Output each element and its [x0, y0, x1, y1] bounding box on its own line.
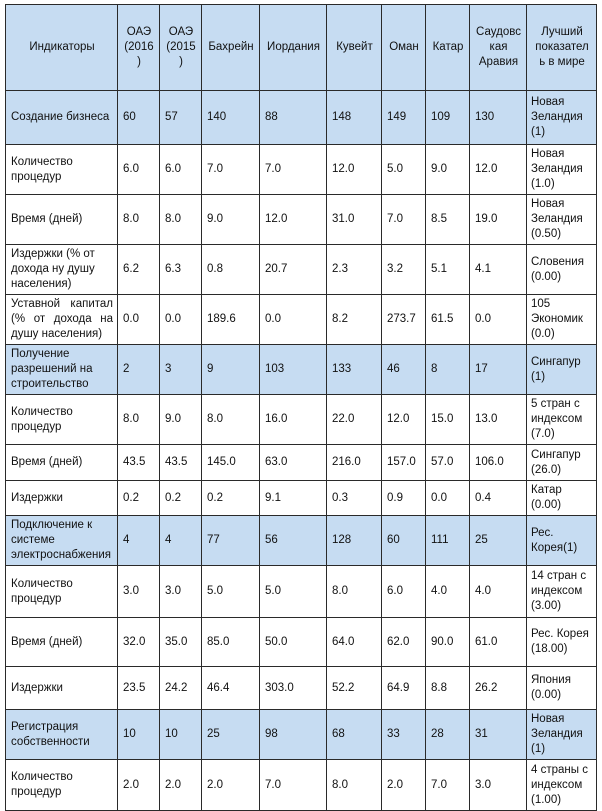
- cell-value: 3: [160, 345, 202, 395]
- row-label: Время (дней): [6, 195, 118, 245]
- cell-value: 0.2: [160, 481, 202, 516]
- cell-value: 28: [426, 710, 470, 760]
- cell-value: 2.0: [382, 760, 426, 811]
- cell-value: 12.0: [470, 145, 527, 195]
- cell-value: 8: [426, 345, 470, 395]
- cell-value: 2.0: [202, 760, 260, 811]
- row-label: Издержки (% от дохода ну душу населения): [6, 245, 118, 295]
- cell-value: 109: [426, 91, 470, 145]
- cell-value: 77: [202, 516, 260, 566]
- cell-value: 16.0: [260, 395, 327, 445]
- cell-value: 61.5: [426, 295, 470, 345]
- row-label: Количество процедур: [6, 760, 118, 811]
- cell-value: 189.6: [202, 295, 260, 345]
- cell-value: 23.5: [118, 667, 160, 710]
- cell-value: 3.2: [382, 245, 426, 295]
- cell-value: 0.0: [260, 295, 327, 345]
- header-column: Кувейт: [327, 5, 382, 91]
- best-value: Рес. Корея (18.00): [527, 618, 597, 667]
- cell-value: 9: [202, 345, 260, 395]
- best-value: 4 страны с индексом (1.00): [527, 760, 597, 811]
- row-label: Время (дней): [6, 445, 118, 481]
- table-row: [6, 145, 597, 195]
- best-value: Рес. Корея(1): [527, 516, 597, 566]
- section-row: [6, 516, 597, 566]
- cell-value: 2: [118, 345, 160, 395]
- cell-value: 3.0: [470, 760, 527, 811]
- cell-value: 8.0: [327, 566, 382, 618]
- cell-value: 148: [327, 91, 382, 145]
- row-label: Количество процедур: [6, 145, 118, 195]
- cell-value: 128: [327, 516, 382, 566]
- cell-value: 5.0: [202, 566, 260, 618]
- cell-value: 133: [327, 345, 382, 395]
- cell-value: 60: [382, 516, 426, 566]
- best-value: Сингапур (26.0): [527, 445, 597, 481]
- best-value: Сингапур (1): [527, 345, 597, 395]
- header-row: [6, 5, 597, 91]
- row-label: Издержки: [6, 481, 118, 516]
- cell-value: 6.2: [118, 245, 160, 295]
- table-row: [6, 195, 597, 245]
- cell-value: 157.0: [382, 445, 426, 481]
- cell-value: 303.0: [260, 667, 327, 710]
- cell-value: 88: [260, 91, 327, 145]
- cell-value: 0.0: [160, 295, 202, 345]
- header-column: ОАЭ (2015): [160, 5, 202, 91]
- cell-value: 0.9: [382, 481, 426, 516]
- indicators-table: [5, 4, 597, 811]
- cell-value: 64.0: [327, 618, 382, 667]
- row-label: Создание бизнеса: [6, 91, 118, 145]
- cell-value: 4.0: [426, 566, 470, 618]
- cell-value: 8.2: [327, 295, 382, 345]
- cell-value: 46.4: [202, 667, 260, 710]
- cell-value: 8.0: [118, 395, 160, 445]
- row-label: Уставной капитал (% от дохода на душу населения): [6, 295, 118, 345]
- cell-value: 6.3: [160, 245, 202, 295]
- header-column: ОАЭ (2016): [118, 5, 160, 91]
- cell-value: 273.7: [382, 295, 426, 345]
- cell-value: 0.0: [118, 295, 160, 345]
- cell-value: 7.0: [382, 195, 426, 245]
- table-row: [6, 295, 597, 345]
- cell-value: 25: [470, 516, 527, 566]
- cell-value: 24.2: [160, 667, 202, 710]
- cell-value: 22.0: [327, 395, 382, 445]
- cell-value: 106.0: [470, 445, 527, 481]
- cell-value: 0.2: [118, 481, 160, 516]
- cell-value: 63.0: [260, 445, 327, 481]
- cell-value: 111: [426, 516, 470, 566]
- cell-value: 145.0: [202, 445, 260, 481]
- table-body: [6, 91, 597, 811]
- cell-value: 46: [382, 345, 426, 395]
- cell-value: 8.0: [202, 395, 260, 445]
- cell-value: 19.0: [470, 195, 527, 245]
- cell-value: 9.0: [426, 145, 470, 195]
- best-value: 5 стран с индексом (7.0): [527, 395, 597, 445]
- cell-value: 57.0: [426, 445, 470, 481]
- best-value: Япония (0.00): [527, 667, 597, 710]
- cell-value: 8.0: [118, 195, 160, 245]
- header-column: Оман: [382, 5, 426, 91]
- header-best: Лучший показател ь в мире: [527, 5, 597, 91]
- cell-value: 9.1: [260, 481, 327, 516]
- cell-value: 43.5: [118, 445, 160, 481]
- cell-value: 7.0: [426, 760, 470, 811]
- cell-value: 6.0: [160, 145, 202, 195]
- best-value: Новая Зеландия (1): [527, 91, 597, 145]
- cell-value: 2.3: [327, 245, 382, 295]
- cell-value: 64.9: [382, 667, 426, 710]
- cell-value: 35.0: [160, 618, 202, 667]
- cell-value: 12.0: [382, 395, 426, 445]
- cell-value: 57: [160, 91, 202, 145]
- best-value: Катар (0.00): [527, 481, 597, 516]
- cell-value: 6.0: [118, 145, 160, 195]
- table-row: [6, 760, 597, 811]
- cell-value: 98: [260, 710, 327, 760]
- best-value: Словения (0.00): [527, 245, 597, 295]
- cell-value: 4: [160, 516, 202, 566]
- cell-value: 31: [470, 710, 527, 760]
- cell-value: 50.0: [260, 618, 327, 667]
- cell-value: 17: [470, 345, 527, 395]
- cell-value: 216.0: [327, 445, 382, 481]
- table-row: [6, 245, 597, 295]
- table-wrapper: [5, 4, 597, 811]
- cell-value: 6.0: [382, 566, 426, 618]
- cell-value: 56: [260, 516, 327, 566]
- cell-value: 5.0: [260, 566, 327, 618]
- cell-value: 103: [260, 345, 327, 395]
- cell-value: 12.0: [327, 145, 382, 195]
- cell-value: 60: [118, 91, 160, 145]
- row-label: Количество процедур: [6, 566, 118, 618]
- cell-value: 20.7: [260, 245, 327, 295]
- cell-value: 0.0: [426, 481, 470, 516]
- best-value: 14 стран с индексом (3.00): [527, 566, 597, 618]
- cell-value: 25: [202, 710, 260, 760]
- cell-value: 3.0: [160, 566, 202, 618]
- header-column: Иордания: [260, 5, 327, 91]
- cell-value: 149: [382, 91, 426, 145]
- cell-value: 4.1: [470, 245, 527, 295]
- cell-value: 90.0: [426, 618, 470, 667]
- cell-value: 32.0: [118, 618, 160, 667]
- cell-value: 10: [160, 710, 202, 760]
- cell-value: 0.3: [327, 481, 382, 516]
- section-row: [6, 710, 597, 760]
- section-row: [6, 345, 597, 395]
- cell-value: 9.0: [202, 195, 260, 245]
- header-indicators: Индикаторы: [6, 5, 118, 91]
- table-row: [6, 395, 597, 445]
- cell-value: 9.0: [160, 395, 202, 445]
- row-label: Регистрация собственности: [6, 710, 118, 760]
- row-label: Издержки: [6, 667, 118, 710]
- header-column: Бахрейн: [202, 5, 260, 91]
- cell-value: 7.0: [260, 145, 327, 195]
- row-label: Получение разрешений на строительство: [6, 345, 118, 395]
- cell-value: 4: [118, 516, 160, 566]
- table-row: [6, 667, 597, 710]
- cell-value: 2.0: [118, 760, 160, 811]
- cell-value: 13.0: [470, 395, 527, 445]
- cell-value: 5.1: [426, 245, 470, 295]
- cell-value: 7.0: [202, 145, 260, 195]
- cell-value: 3.0: [118, 566, 160, 618]
- cell-value: 8.0: [160, 195, 202, 245]
- cell-value: 0.2: [202, 481, 260, 516]
- cell-value: 61.0: [470, 618, 527, 667]
- cell-value: 43.5: [160, 445, 202, 481]
- cell-value: 0.8: [202, 245, 260, 295]
- cell-value: 15.0: [426, 395, 470, 445]
- cell-value: 7.0: [260, 760, 327, 811]
- cell-value: 0.4: [470, 481, 527, 516]
- header-column: Катар: [426, 5, 470, 91]
- table-row: [6, 481, 597, 516]
- best-value: Новая Зеландия (1.0): [527, 145, 597, 195]
- cell-value: 2.0: [160, 760, 202, 811]
- cell-value: 68: [327, 710, 382, 760]
- row-label: Время (дней): [6, 618, 118, 667]
- cell-value: 8.5: [426, 195, 470, 245]
- best-value: 105 Экономик (0.0): [527, 295, 597, 345]
- cell-value: 0.0: [470, 295, 527, 345]
- cell-value: 4.0: [470, 566, 527, 618]
- header-column: Саудовс кая Аравия: [470, 5, 527, 91]
- cell-value: 8.0: [327, 760, 382, 811]
- cell-value: 52.2: [327, 667, 382, 710]
- cell-value: 140: [202, 91, 260, 145]
- row-label: Подключение к системе электроснабжения: [6, 516, 118, 566]
- cell-value: 85.0: [202, 618, 260, 667]
- cell-value: 130: [470, 91, 527, 145]
- cell-value: 5.0: [382, 145, 426, 195]
- best-value: Новая Зеландия (1): [527, 710, 597, 760]
- cell-value: 33: [382, 710, 426, 760]
- table-row: [6, 566, 597, 618]
- cell-value: 26.2: [470, 667, 527, 710]
- table-row: [6, 618, 597, 667]
- table-row: [6, 445, 597, 481]
- cell-value: 8.8: [426, 667, 470, 710]
- section-row: [6, 91, 597, 145]
- cell-value: 12.0: [260, 195, 327, 245]
- cell-value: 10: [118, 710, 160, 760]
- cell-value: 31.0: [327, 195, 382, 245]
- row-label: Количество процедур: [6, 395, 118, 445]
- cell-value: 62.0: [382, 618, 426, 667]
- best-value: Новая Зеландия (0.50): [527, 195, 597, 245]
